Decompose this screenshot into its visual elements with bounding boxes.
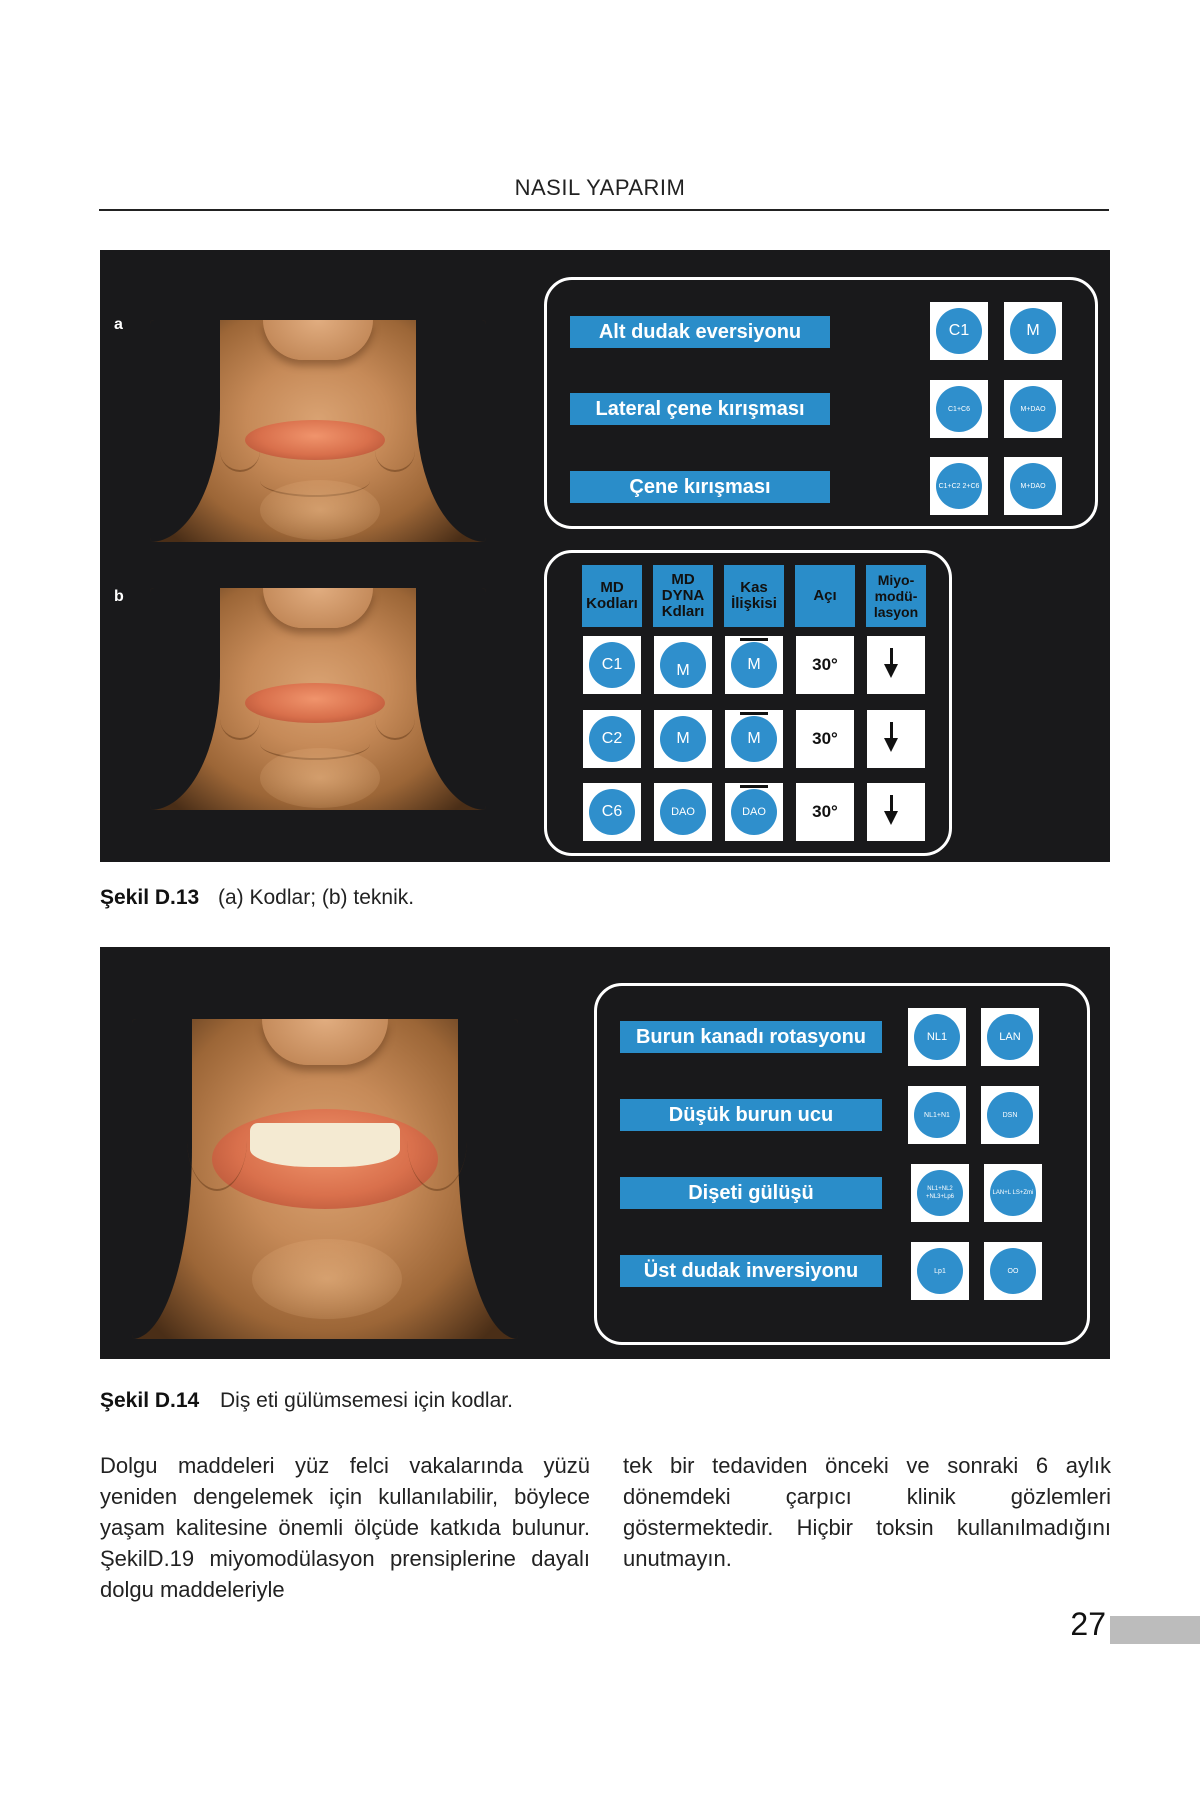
label-dusuk-burun-ucu: Düşük burun ucu xyxy=(620,1099,882,1131)
label-burun-kanadi-rotasyonu: Burun kanadı rotasyonu xyxy=(620,1021,882,1053)
photo-label-a: a xyxy=(114,316,123,333)
code-tile xyxy=(930,380,988,438)
code-c1-c6: C1+C6 xyxy=(936,386,982,432)
header-md-kodlari: MD Kodları xyxy=(582,565,642,627)
page-number-bar xyxy=(1110,1616,1200,1644)
header-miyomodulasyon: Miyo-modü-lasyon xyxy=(866,565,926,627)
angle-value: 30° xyxy=(796,783,854,841)
code-tile xyxy=(981,1008,1039,1066)
code-tile xyxy=(911,1242,969,1300)
face-photo-b xyxy=(150,588,486,810)
angle-value: 30° xyxy=(796,710,854,768)
md-code: C1 xyxy=(589,642,635,688)
code-tile xyxy=(908,1086,966,1144)
code-nl1-n1: NL1+N1 xyxy=(914,1092,960,1138)
table-cell xyxy=(725,710,783,768)
figure-d13-caption-text: (a) Kodlar; (b) teknik. xyxy=(218,886,415,909)
table-cell xyxy=(867,636,925,694)
code-tile xyxy=(984,1242,1042,1300)
photo-label-b: b xyxy=(114,588,124,605)
figure-d13-panel xyxy=(100,250,1110,862)
code-lan-l-ls-zmi: LAN+L LS+Zmi xyxy=(990,1170,1036,1216)
code-oo: OO xyxy=(990,1248,1036,1294)
code-tile xyxy=(908,1008,966,1066)
table-cell xyxy=(654,710,712,768)
kas-code: M xyxy=(731,716,777,762)
table-cell xyxy=(725,783,783,841)
figure-d14-panel xyxy=(100,947,1110,1359)
header-kas-iliskisi: Kas İlişkisi xyxy=(724,565,784,627)
label-alt-dudak-eversiyonu: Alt dudak eversiyonu xyxy=(570,316,830,348)
table-cell xyxy=(867,710,925,768)
table-cell xyxy=(654,783,712,841)
table-cell xyxy=(654,636,712,694)
kas-code: DAO xyxy=(731,789,777,835)
code-tile xyxy=(1004,302,1062,360)
code-tile xyxy=(1004,380,1062,438)
code-tile xyxy=(930,302,988,360)
table-cell xyxy=(583,636,641,694)
page-number: 27 xyxy=(1070,1606,1106,1642)
dyna-code: M xyxy=(660,642,706,688)
table-cell xyxy=(725,636,783,694)
angle-value: 30° xyxy=(796,636,854,694)
running-head: NASIL YAPARIM xyxy=(514,175,686,200)
overbar-mark xyxy=(740,638,768,641)
code-tile xyxy=(981,1086,1039,1144)
smile-photo xyxy=(132,1019,518,1339)
kas-code: M xyxy=(731,642,777,688)
code-c1-c2-c6: C1+C2 2+C6 xyxy=(936,463,982,509)
table-cell xyxy=(583,783,641,841)
figure-d13-caption-label: Şekil D.13 xyxy=(100,886,200,909)
dyna-code: DAO xyxy=(660,789,706,835)
header-aci: Açı xyxy=(795,565,855,627)
header-rule xyxy=(99,209,1109,211)
header-md-dyna-kodlari: MD DYNA Kdları xyxy=(653,565,713,627)
code-lp1: Lp1 xyxy=(917,1248,963,1294)
overbar-mark xyxy=(740,712,768,715)
figure-d14-caption-label: Şekil D.14 xyxy=(100,1389,200,1412)
face-photo-a xyxy=(150,320,486,542)
table-cell xyxy=(867,783,925,841)
md-code: C2 xyxy=(589,716,635,762)
label-cene-kirismasi: Çene kırışması xyxy=(570,471,830,503)
figure-d14-caption-text: Diş eti gülümsemesi için kodlar. xyxy=(220,1389,513,1412)
label-lateral-cene-kirismasi: Lateral çene kırışması xyxy=(570,393,830,425)
overbar-mark xyxy=(740,785,768,788)
code-c1: C1 xyxy=(936,308,982,354)
code-nl1-nl2-nl3-lp6: NL1+NL2 +NL3+Lp6 xyxy=(917,1170,963,1216)
code-tile xyxy=(984,1164,1042,1222)
code-dsn: DSN xyxy=(987,1092,1033,1138)
code-m: M xyxy=(1010,308,1056,354)
md-code: C6 xyxy=(589,789,635,835)
code-m-dao: M+DAO xyxy=(1010,463,1056,509)
dyna-code: M xyxy=(660,716,706,762)
code-tile xyxy=(911,1164,969,1222)
code-tile xyxy=(1004,457,1062,515)
code-tile xyxy=(930,457,988,515)
code-nl1: NL1 xyxy=(914,1014,960,1060)
body-text-column-1: Dolgu maddeleri yüz felci vakalarında yüzü yeniden dengelemek için kullanılabilir, böylece yaşam kalitesine önemli ölçüde katkıda bulunur. ŞekilD.19 miyomodülasyon prensiplerine dayalı dolgu maddeleriyle xyxy=(100,1453,590,1602)
body-text-column-2: tek bir tedaviden önceki ve sonraki 6 aylık dönemdeki çarpıcı klinik gözlemleri göstermektedir. Hiçbir toksin kullanılmadığını unutmayın. xyxy=(623,1453,1111,1571)
label-ust-dudak-inversiyonu: Üst dudak inversiyonu xyxy=(620,1255,882,1287)
label-diseti-gulusu: Dişeti gülüşü xyxy=(620,1177,882,1209)
code-m-dao: M+DAO xyxy=(1010,386,1056,432)
table-cell xyxy=(583,710,641,768)
code-lan: LAN xyxy=(987,1014,1033,1060)
